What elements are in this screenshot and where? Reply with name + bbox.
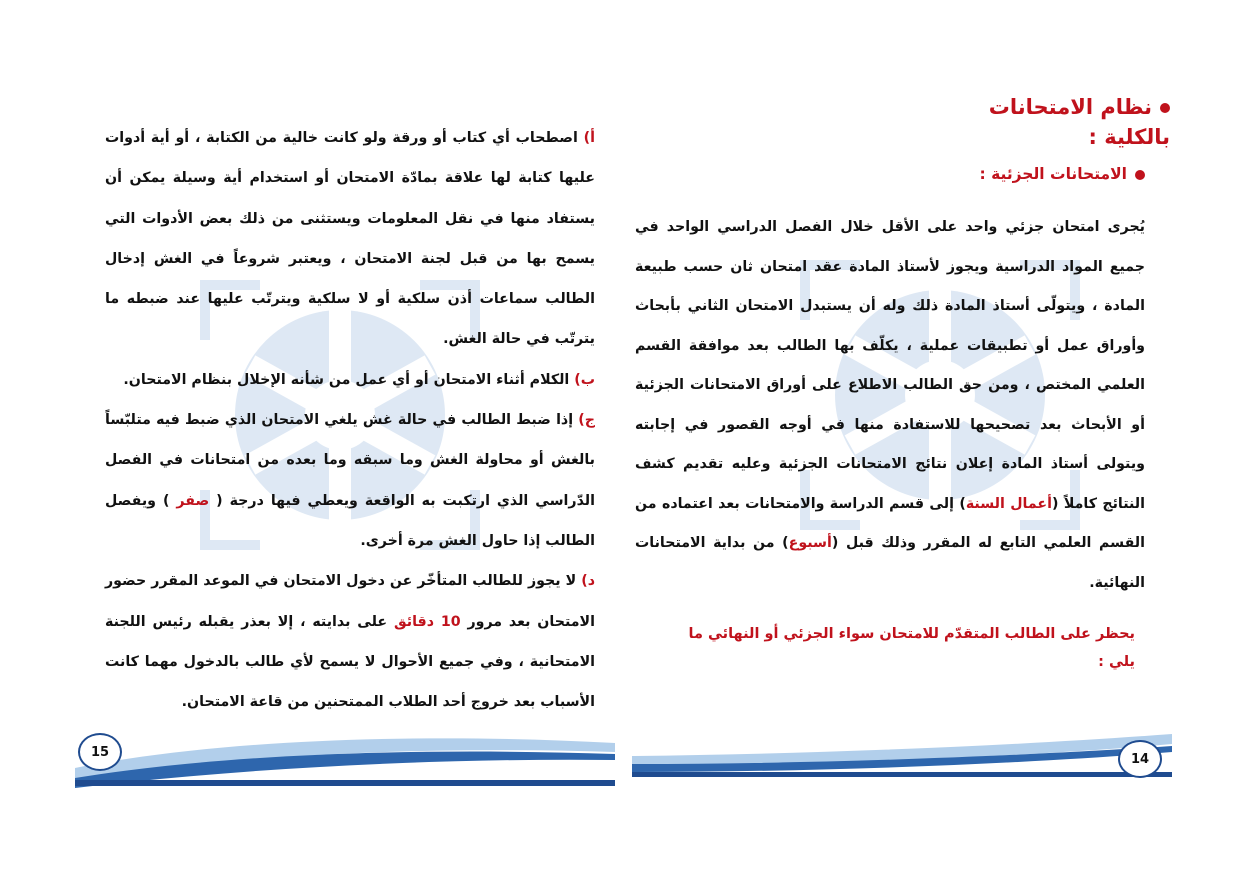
item-text: إذا ضبط الطالب في حالة غش يلغي الامتحان الذي ضبط فيه متلبّساً بالغش أو محاولة الغش وما سبقه وما بعده من امتحانات في الفصل الدّراسي الذي ارتكبت به الواقعة ويعطي فيها درجة ( bbox=[105, 412, 595, 509]
item-label: د) bbox=[581, 573, 595, 590]
paragraph-text: ) من بداية الامتحانات النهائية. bbox=[635, 535, 1145, 591]
item-label: ج) bbox=[578, 412, 595, 429]
item-text: على بدايته ، إلا بعذر يقبله رئيس اللجنة الامتحانية ، وفي جميع الأحوال لا يسمح لأي طالب بالدخول مهما كانت الأسباب بعد خروج أحد الطلاب الممتحنين من قاعة الامتحان. bbox=[105, 613, 595, 711]
highlight-minutes: 10 دقائق bbox=[393, 613, 461, 630]
page-number-14: 14 bbox=[1118, 740, 1162, 778]
partial-exams-paragraph bbox=[635, 208, 1145, 603]
bullet-icon bbox=[1135, 170, 1145, 180]
prohibition-note: يحظر على الطالب المتقدّم للامتحان سواء الجزئي أو النهائي ما يلي : bbox=[688, 626, 1135, 670]
footer-swoosh bbox=[632, 728, 1172, 798]
item-a bbox=[105, 118, 595, 360]
item-d bbox=[105, 561, 595, 722]
page-number-15: 15 bbox=[78, 733, 122, 771]
item-text: الكلام أثناء الامتحان أو أي عمل من شأنه الإخلال بنظام الامتحان. bbox=[123, 371, 570, 388]
bullet-icon bbox=[1160, 103, 1170, 113]
item-text: ) ويفصل الطالب إذا حاول الغش مرة أخرى. bbox=[105, 492, 595, 549]
item-label: ب) bbox=[574, 371, 595, 388]
highlight-week: أسبوع bbox=[788, 535, 832, 551]
page-14 bbox=[620, 0, 1240, 877]
item-text: اصطحاب أي كتاب أو ورقة ولو كانت خالية من الكتابة ، أو أية أدوات عليها كتابة لها علاقة بمادّة الامتحان أو استخدام أية وسيلة يمكن أن يستفاد منها في نقل المعلومات ويستثنى من ذلك بعض الأدوات التي يسمح بها من قبل لجنة الامتحان ، ويعتبر شروعاً في الغش إدخال الطالب سماعات أذن سلكية أو لا سلكية ويترتّب عليها عند ضبطه ما يترتّب في حالة الغش. bbox=[105, 130, 595, 348]
highlight-zero: صفر bbox=[176, 492, 210, 509]
page-title: نظام الامتحانات بالكلية : bbox=[988, 95, 1170, 149]
item-b bbox=[105, 360, 595, 400]
paragraph-text: يُجرى امتحان جزئي واحد على الأقل خلال الفصل الدراسي الواحد في جميع المواد الدراسية ويجوز لأستاذ المادة عقد امتحان ثان حسب طبيعة المادة ، ويتولّى أستاذ المادة ذلك وله أن يستبدل الامتحان الثاني بأبحاث وأوراق عمل أو تطبيقات عملية ، يكلّف بها الطالب بعد موافقة القسم العلمي المختص ، ومن حق الطالب الاطلاع على أوراق الامتحانات الجزئية أو الأبحاث بعد تصحيحها للاستفادة منها في أوجه القصور في إجابته ويتولى أستاذ المادة إعلان نتائج الامتحانات الجزئية وعليه تقديم كشف النتائج كاملاً ( bbox=[635, 219, 1145, 512]
prohibited-items-list bbox=[105, 118, 595, 722]
section-title: الامتحانات الجزئية : bbox=[870, 160, 1145, 188]
highlight-coursework: أعمال السنة bbox=[965, 495, 1052, 512]
paragraph-text: ) إلى قسم الدراسة والامتحانات بعد اعتماده من القسم العلمي التابع له المقرر وذلك قبل ( bbox=[635, 495, 1145, 551]
item-label: أ) bbox=[583, 130, 595, 146]
item-c bbox=[105, 400, 595, 561]
item-text: لا يجوز للطالب المتأخّر عن دخول الامتحان في الموعد المقرر حضور الامتحان بعد مرور bbox=[105, 573, 595, 630]
footer-swoosh bbox=[75, 728, 615, 798]
